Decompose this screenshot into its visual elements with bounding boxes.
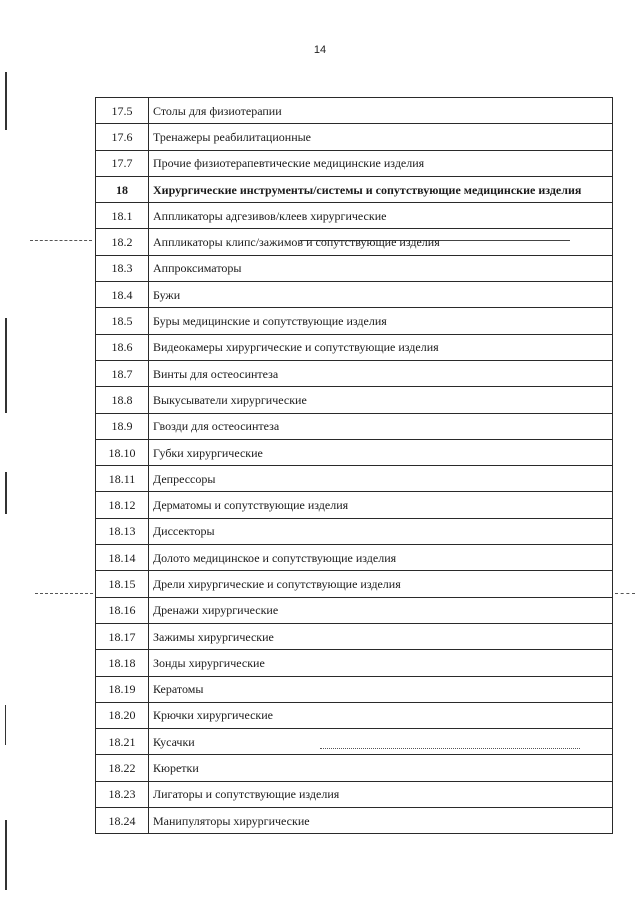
table-row — [96, 439, 613, 465]
row-code: 18.3 — [96, 255, 149, 281]
row-code: 18 — [96, 176, 149, 202]
row-code: 18.20 — [96, 702, 149, 728]
row-name: Депрессоры — [149, 466, 613, 492]
table-row — [96, 676, 613, 702]
table-row — [96, 650, 613, 676]
table-row — [96, 545, 613, 571]
scan-dash-3 — [615, 593, 635, 594]
row-name: Видеокамеры хирургические и сопутствующие изделия — [149, 334, 613, 360]
row-code: 17.5 — [96, 98, 149, 124]
table-row — [96, 729, 613, 755]
row-name: Лигаторы и сопутствующие изделия — [149, 781, 613, 807]
row-name: Бужи — [149, 282, 613, 308]
scan-mark-left-5 — [5, 820, 7, 890]
row-name: Губки хирургические — [149, 439, 613, 465]
row-name: Прочие физиотерапевтические медицинские изделия — [149, 150, 613, 176]
table-row — [96, 124, 613, 150]
table-row — [96, 150, 613, 176]
row-name: Кусачки — [149, 729, 613, 755]
table-row — [96, 255, 613, 281]
scan-dash-2 — [35, 593, 93, 594]
scan-mark-left-4 — [5, 705, 6, 745]
row-code: 18.23 — [96, 781, 149, 807]
scan-mark-left-2 — [5, 318, 7, 413]
row-name: Диссекторы — [149, 518, 613, 544]
table-row — [96, 308, 613, 334]
row-name: Столы для физиотерапии — [149, 98, 613, 124]
row-name: Аппликаторы клипс/зажимов и сопутствующие изделия — [149, 229, 613, 255]
table-row — [96, 98, 613, 124]
row-name: Зонды хирургические — [149, 650, 613, 676]
table-row — [96, 781, 613, 807]
row-name: Долото медицинское и сопутствующие изделия — [149, 545, 613, 571]
scan-mark-left-1 — [5, 72, 7, 130]
row-code: 18.24 — [96, 808, 149, 834]
row-name: Тренажеры реабилитационные — [149, 124, 613, 150]
table-row — [96, 808, 613, 834]
row-code: 18.9 — [96, 413, 149, 439]
row-code: 17.7 — [96, 150, 149, 176]
row-code: 18.12 — [96, 492, 149, 518]
row-name: Аппликаторы адгезивов/клеев хирургические — [149, 203, 613, 229]
row-name: Винты для остеосинтеза — [149, 360, 613, 386]
table-row — [96, 360, 613, 386]
row-code: 18.11 — [96, 466, 149, 492]
row-code: 18.5 — [96, 308, 149, 334]
table-row — [96, 203, 613, 229]
row-code: 18.10 — [96, 439, 149, 465]
table-row — [96, 571, 613, 597]
row-name: Кюретки — [149, 755, 613, 781]
row-code: 18.16 — [96, 597, 149, 623]
table-row — [96, 334, 613, 360]
row-name: Хирургические инструменты/системы и сопутствующие медицинские изделия — [149, 176, 613, 202]
row-name: Гвозди для остеосинтеза — [149, 413, 613, 439]
row-name: Выкусыватели хирургические — [149, 387, 613, 413]
row-code: 18.19 — [96, 676, 149, 702]
page-number: 14 — [313, 44, 327, 56]
table-row — [96, 597, 613, 623]
device-category-table — [95, 97, 613, 834]
scan-dash-1 — [30, 240, 92, 241]
row-code: 18.14 — [96, 545, 149, 571]
table-row — [96, 176, 613, 202]
row-name: Аппроксиматоры — [149, 255, 613, 281]
table-row — [96, 518, 613, 544]
row-name: Манипуляторы хирургические — [149, 808, 613, 834]
row-code: 18.15 — [96, 571, 149, 597]
row-code: 18.21 — [96, 729, 149, 755]
table-row — [96, 413, 613, 439]
row-code: 18.4 — [96, 282, 149, 308]
row-code: 18.2 — [96, 229, 149, 255]
row-code: 17.6 — [96, 124, 149, 150]
row-code: 18.22 — [96, 755, 149, 781]
table-row — [96, 755, 613, 781]
row-code: 18.7 — [96, 360, 149, 386]
table-row — [96, 702, 613, 728]
table-row — [96, 623, 613, 649]
table-row — [96, 466, 613, 492]
table-body — [96, 98, 613, 834]
row-name: Зажимы хирургические — [149, 623, 613, 649]
row-code: 18.13 — [96, 518, 149, 544]
row-code: 18.6 — [96, 334, 149, 360]
row-name: Кератомы — [149, 676, 613, 702]
row-code: 18.1 — [96, 203, 149, 229]
row-code: 18.8 — [96, 387, 149, 413]
scan-mark-left-3 — [5, 472, 7, 514]
table-row — [96, 387, 613, 413]
table-row — [96, 229, 613, 255]
row-name: Дренажи хирургические — [149, 597, 613, 623]
table-row — [96, 492, 613, 518]
row-code: 18.18 — [96, 650, 149, 676]
table-row — [96, 282, 613, 308]
row-name: Дерматомы и сопутствующие изделия — [149, 492, 613, 518]
row-name: Дрели хирургические и сопутствующие изделия — [149, 571, 613, 597]
row-name: Буры медицинские и сопутствующие изделия — [149, 308, 613, 334]
row-code: 18.17 — [96, 623, 149, 649]
row-name: Крючки хирургические — [149, 702, 613, 728]
